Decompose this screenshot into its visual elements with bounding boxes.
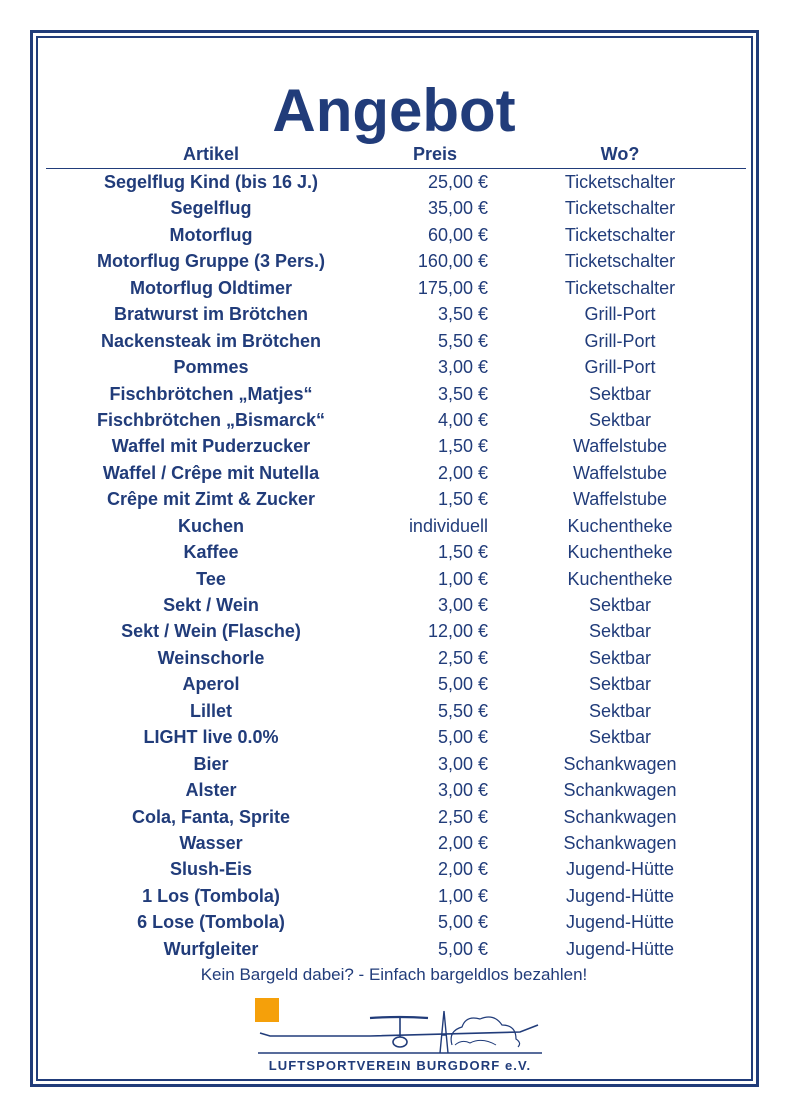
column-header-preis: Preis — [412, 144, 458, 164]
item-name: Slush-Eis — [169, 859, 253, 880]
table-row — [0, 248, 788, 274]
item-location: Sektbar — [588, 409, 652, 430]
item-price: 3,00 € — [437, 357, 488, 378]
item-name: Crêpe mit Zimt & Zucker — [106, 489, 316, 510]
item-price: 5,00 € — [437, 912, 488, 933]
item-location: Jugend-Hütte — [565, 859, 675, 880]
item-name: 6 Lose (Tombola) — [137, 912, 285, 933]
item-price: 3,00 € — [437, 595, 488, 615]
item-location: Kuchentheke — [567, 542, 673, 563]
item-location: Schankwagen — [563, 832, 677, 853]
price-list — [0, 169, 788, 962]
glider-airfield-icon — [250, 995, 550, 1059]
column-header-wo: Wo? — [600, 144, 640, 164]
item-name: 1 Los (Tombola) — [142, 885, 280, 906]
item-name: Motorflug Oldtimer — [130, 277, 292, 298]
item-name: Wasser — [179, 832, 243, 853]
item-name: Pommes — [173, 357, 249, 378]
item-name: Segelflug — [170, 198, 252, 219]
item-name: Sekt / Wein — [163, 595, 259, 615]
table-row — [0, 539, 788, 565]
item-price: 35,00 € — [427, 198, 488, 219]
item-price: 5,50 € — [437, 330, 488, 351]
table-row — [0, 486, 788, 512]
table-row — [0, 513, 788, 539]
table-row — [0, 222, 788, 248]
table-row — [0, 936, 788, 962]
item-price: 5,00 € — [437, 727, 488, 748]
item-name: Segelflug Kind (bis 16 J.) — [103, 172, 319, 192]
item-price: 4,00 € — [437, 409, 488, 430]
item-price: 1,00 € — [437, 568, 488, 589]
table-row — [0, 275, 788, 301]
item-location: Schankwagen — [563, 806, 677, 827]
table-row — [0, 592, 788, 618]
item-name: Waffel / Crêpe mit Nutella — [102, 462, 320, 483]
item-price: 1,00 € — [437, 885, 488, 906]
item-location: Schankwagen — [563, 780, 677, 801]
item-name: LIGHT live 0.0% — [143, 727, 279, 748]
item-price: 160,00 € — [417, 251, 488, 272]
item-location: Jugend-Hütte — [565, 912, 675, 933]
item-name: Aperol — [182, 674, 240, 695]
item-location: Waffelstube — [572, 462, 668, 483]
item-price: individuell — [408, 515, 488, 536]
table-row — [0, 883, 788, 909]
item-price: 1,50 € — [437, 489, 488, 510]
item-location: Kuchentheke — [567, 568, 673, 589]
item-location: Sektbar — [588, 595, 652, 615]
item-location: Ticketschalter — [564, 277, 676, 298]
item-price: 5,00 € — [437, 938, 488, 959]
item-price: 2,00 € — [437, 832, 488, 853]
table-row — [0, 698, 788, 724]
table-row — [0, 460, 788, 486]
item-location: Ticketschalter — [564, 224, 676, 245]
club-logo — [250, 995, 550, 1077]
table-row — [0, 804, 788, 830]
item-location: Kuchentheke — [567, 515, 673, 536]
item-location: Grill-Port — [584, 330, 656, 351]
item-price: 12,00 € — [427, 621, 488, 642]
item-location: Jugend-Hütte — [565, 885, 675, 906]
table-row — [0, 724, 788, 750]
table-row — [0, 381, 788, 407]
table-row — [0, 354, 788, 380]
item-location: Ticketschalter — [564, 198, 676, 219]
item-name: Cola, Fanta, Sprite — [131, 806, 291, 827]
item-name: Bratwurst im Brötchen — [113, 304, 309, 325]
item-location: Ticketschalter — [564, 251, 676, 272]
item-price: 25,00 € — [427, 172, 488, 192]
item-price: 3,00 € — [437, 780, 488, 801]
table-row — [0, 328, 788, 354]
item-location: Sektbar — [588, 674, 652, 695]
item-price: 2,50 € — [437, 806, 488, 827]
item-price: 1,50 € — [437, 542, 488, 563]
item-name: Waffel mit Puderzucker — [111, 436, 311, 457]
item-location: Waffelstube — [572, 436, 668, 457]
item-price: 3,00 € — [437, 753, 488, 774]
table-row — [0, 671, 788, 697]
page-title: Angebot — [272, 77, 516, 144]
table-row — [0, 195, 788, 221]
item-name: Kaffee — [183, 542, 239, 563]
item-name: Wurfgleiter — [163, 938, 259, 959]
item-name: Fischbrötchen „Bismarck“ — [96, 409, 326, 430]
item-location: Sektbar — [588, 621, 652, 642]
item-name: Bier — [193, 753, 229, 774]
item-name: Sekt / Wein (Flasche) — [121, 621, 301, 642]
item-name: Alster — [185, 780, 237, 801]
item-location: Jugend-Hütte — [565, 938, 675, 959]
table-row — [0, 618, 788, 644]
table-row — [0, 407, 788, 433]
item-price: 3,50 € — [437, 383, 488, 404]
table-row — [0, 777, 788, 803]
item-price: 2,00 € — [437, 462, 488, 483]
item-price: 175,00 € — [417, 277, 488, 298]
table-row — [0, 830, 788, 856]
table-row — [0, 301, 788, 327]
table-row — [0, 909, 788, 935]
item-name: Motorflug — [169, 224, 253, 245]
item-name: Nackensteak im Brötchen — [100, 330, 322, 351]
item-price: 2,50 € — [437, 647, 488, 668]
item-price: 1,50 € — [437, 436, 488, 457]
item-price: 2,00 € — [437, 859, 488, 880]
item-name: Kuchen — [177, 515, 244, 536]
item-location: Schankwagen — [563, 753, 677, 774]
logo-wordmark: LUFTSPORTVEREIN BURGDORF e.V. — [268, 1058, 532, 1073]
item-location: Grill-Port — [584, 357, 656, 378]
table-row — [0, 856, 788, 882]
item-location: Sektbar — [588, 727, 652, 748]
item-location: Sektbar — [588, 647, 652, 668]
column-header-artikel: Artikel — [182, 144, 240, 164]
item-price: 5,00 € — [437, 674, 488, 695]
item-location: Ticketschalter — [564, 172, 676, 192]
table-row — [0, 751, 788, 777]
table-row — [0, 566, 788, 592]
item-name: Tee — [196, 568, 226, 589]
item-location: Grill-Port — [584, 304, 656, 325]
item-price: 5,50 € — [437, 700, 488, 721]
table-row — [0, 433, 788, 459]
item-name: Fischbrötchen „Matjes“ — [109, 383, 313, 404]
item-name: Motorflug Gruppe (3 Pers.) — [96, 251, 325, 272]
item-name: Weinschorle — [157, 647, 265, 668]
item-location: Waffelstube — [572, 489, 668, 510]
item-location: Sektbar — [588, 700, 652, 721]
table-row — [0, 645, 788, 671]
table-row — [0, 169, 788, 195]
cashless-note: Kein Bargeld dabei? - Einfach bargeldlos bezahlen! — [200, 965, 588, 984]
item-location: Sektbar — [588, 383, 652, 404]
item-price: 3,50 € — [437, 304, 488, 325]
item-price: 60,00 € — [427, 224, 488, 245]
item-name: Lillet — [189, 700, 232, 721]
